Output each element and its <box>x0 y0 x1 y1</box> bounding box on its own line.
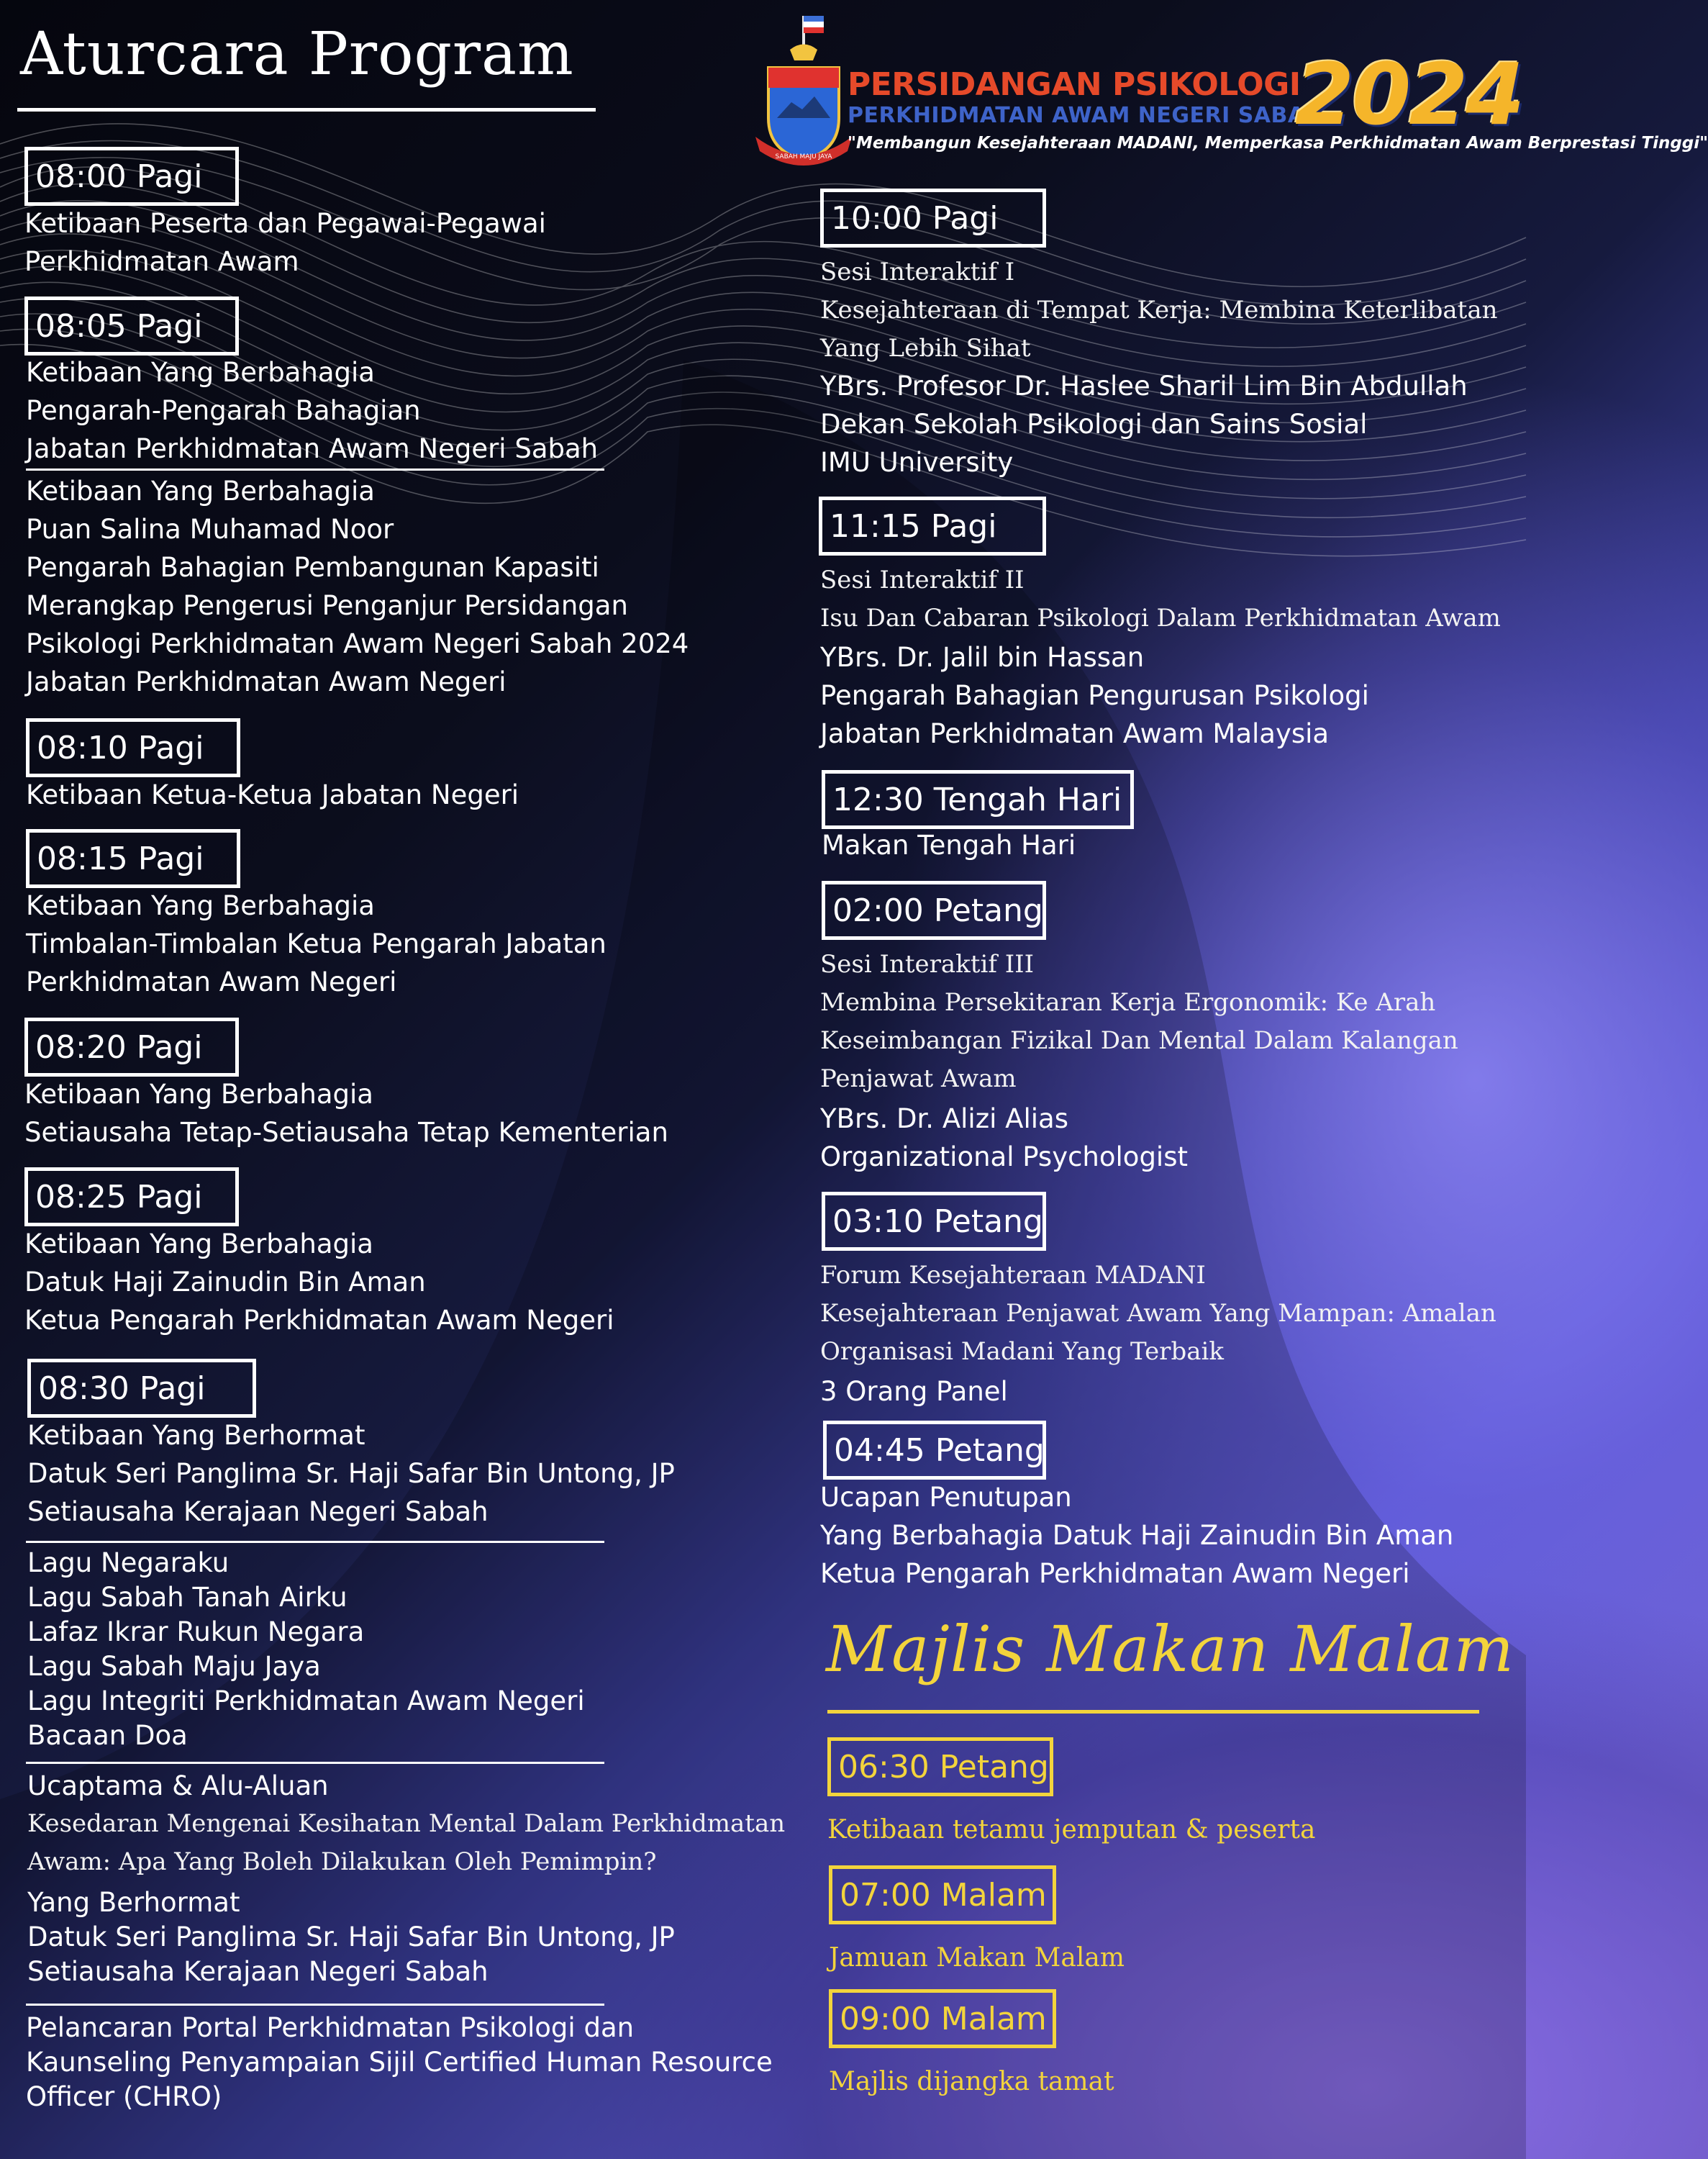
item-line: Datuk Seri Panglima Sr. Haji Safar Bin Untong, JP <box>27 1922 675 1952</box>
item-line: Lagu Integriti Perkhidmatan Awam Negeri <box>27 1685 585 1716</box>
item-line: Lagu Sabah Tanah Airku <box>27 1582 347 1613</box>
item-line: Ketua Pengarah Perkhidmatan Awam Negeri <box>24 1305 614 1336</box>
session-topic: Membina Persekitaran Kerja Ergonomik: Ke Arah <box>820 988 1436 1017</box>
item-line: Ketibaan Peserta dan Pegawai-Pegawai <box>24 208 546 239</box>
item-line: Setiausaha Kerajaan Negeri Sabah <box>27 1956 489 1987</box>
event-year: 2024 <box>1295 45 1523 144</box>
item-line: Perkhidmatan Awam <box>24 246 299 277</box>
item-line: Lagu Negaraku <box>27 1547 230 1578</box>
item-line: Puan Salina Muhamad Noor <box>26 514 394 545</box>
time-box: 02:00 Petang <box>822 881 1046 940</box>
item-line: Bacaan Doa <box>27 1720 188 1751</box>
speaker-line: Jabatan Perkhidmatan Awam Malaysia <box>820 718 1330 749</box>
item-line: Ucapan Penutupan <box>820 1482 1072 1513</box>
keynote-heading: Ucaptama & Alu-Aluan <box>27 1770 329 1801</box>
item-line: Ketibaan Yang Berbahagia <box>26 357 375 388</box>
dinner-underline <box>827 1710 1479 1714</box>
dinner-item-desc: Ketibaan tetamu jemputan & peserta <box>827 1815 1316 1845</box>
item-line: Setiausaha Kerajaan Negeri Sabah <box>27 1496 489 1527</box>
item-line: Timbalan-Timbalan Ketua Pengarah Jabatan <box>26 928 607 959</box>
time-box: 08:10 Pagi <box>26 718 240 777</box>
tagline: "Membangun Kesejahteraan MADANI, Memperkasa Perkhidmatan Awam Berprestasi Tinggi" <box>848 134 1708 153</box>
item-line: Ketibaan Yang Berbahagia <box>26 890 375 921</box>
session-topic: Sesi Interaktif III <box>820 950 1035 979</box>
session-topic: Penjawat Awam <box>820 1064 1017 1093</box>
divider <box>26 1762 604 1764</box>
time-box: 04:45 Petang <box>823 1421 1046 1480</box>
time-box: 03:10 Petang <box>822 1192 1046 1251</box>
speaker-line: Organizational Psychologist <box>820 1141 1188 1172</box>
item-line: Datuk Haji Zainudin Bin Aman <box>24 1267 426 1298</box>
crest-motto: SABAH MAJU JAYA <box>775 153 832 160</box>
speaker-line: Pengarah Bahagian Pengurusan Psikologi <box>820 680 1369 711</box>
session-topic: Organisasi Madani Yang Terbaik <box>820 1337 1224 1366</box>
item-line: Ketibaan Yang Berbahagia <box>24 1079 373 1110</box>
dinner-item-desc: Majlis dijangka tamat <box>829 2067 1114 2096</box>
session-topic: Yang Lebih Sihat <box>820 334 1031 363</box>
item-line: Lafaz Ikrar Rukun Negara <box>27 1616 365 1647</box>
dinner-item-desc: Jamuan Makan Malam <box>829 1943 1125 1973</box>
item-line: Psikologi Perkhidmatan Awam Negeri Sabah 2024 <box>26 628 689 659</box>
item-line: Ketibaan Yang Berbahagia <box>26 476 375 507</box>
speaker-line: YBrs. Dr. Jalil bin Hassan <box>820 642 1145 673</box>
item-line: Yang Berbahagia Datuk Haji Zainudin Bin Aman <box>820 1520 1454 1551</box>
item-line: Pelancaran Portal Perkhidmatan Psikologi dan <box>26 2012 635 2043</box>
item-line: Jabatan Perkhidmatan Awam Negeri Sabah <box>26 433 599 464</box>
session-topic: Kesejahteraan Penjawat Awam Yang Mampan: Amalan <box>820 1299 1496 1328</box>
divider <box>26 2004 604 2006</box>
time-box: 08:30 Pagi <box>27 1359 256 1418</box>
time-box: 11:15 Pagi <box>819 497 1046 556</box>
divider <box>26 1541 604 1543</box>
time-box: 10:00 Pagi <box>820 189 1046 248</box>
item-line: Perkhidmatan Awam Negeri <box>26 967 397 997</box>
item-line: Setiausaha Tetap-Setiausaha Tetap Kementerian <box>24 1117 668 1148</box>
item-line: Makan Tengah Hari <box>822 830 1076 861</box>
org-name-line1: PERSIDANGAN PSIKOLOGI <box>848 66 1301 103</box>
session-topic: Kesejahteraan di Tempat Kerja: Membina Keterlibatan <box>820 296 1498 325</box>
session-topic: Sesi Interaktif II <box>820 566 1025 594</box>
time-box: 08:00 Pagi <box>24 147 239 206</box>
item-line: Datuk Seri Panglima Sr. Haji Safar Bin Untong, JP <box>27 1458 675 1489</box>
time-box: 12:30 Tengah Hari <box>822 770 1134 829</box>
time-box: 08:15 Pagi <box>26 829 240 888</box>
item-line: Ketibaan Ketua-Ketua Jabatan Negeri <box>26 779 519 810</box>
item-line: Pengarah Bahagian Pembangunan Kapasiti <box>26 552 599 583</box>
keynote-topic: Kesedaran Mengenai Kesihatan Mental Dalam Perkhidmatan <box>27 1809 786 1838</box>
divider <box>26 469 604 471</box>
time-box: 08:25 Pagi <box>24 1167 239 1226</box>
time-box: 08:20 Pagi <box>24 1018 239 1077</box>
item-line: Ketibaan Yang Berhormat <box>27 1420 365 1451</box>
time-box: 08:05 Pagi <box>24 297 239 356</box>
speaker-line: IMU University <box>820 447 1014 478</box>
dinner-time-box: 09:00 Malam <box>829 1989 1056 2048</box>
item-line: Officer (CHRO) <box>26 2081 222 2112</box>
item-line: Lagu Sabah Maju Jaya <box>27 1651 321 1682</box>
session-topic: Isu Dan Cabaran Psikologi Dalam Perkhidmatan Awam <box>820 604 1501 633</box>
item-line: Pengarah-Pengarah Bahagian <box>26 395 421 426</box>
dinner-title: Majlis Makan Malam <box>826 1612 1514 1686</box>
item-line: Ketibaan Yang Berbahagia <box>24 1228 373 1259</box>
item-line: Yang Berhormat <box>27 1887 240 1918</box>
item-line: Kaunseling Penyampaian Sijil Certified Human Resource <box>26 2047 773 2078</box>
session-topic: Sesi Interaktif I <box>820 258 1015 286</box>
page-title: Aturcara Program <box>20 20 574 89</box>
session-topic: Forum Kesejahteraan MADANI <box>820 1261 1206 1290</box>
item-line: Jabatan Perkhidmatan Awam Negeri <box>26 666 507 697</box>
speaker-line: 3 Orang Panel <box>820 1376 1008 1407</box>
org-name-line2: PERKHIDMATAN AWAM NEGERI SABAH <box>848 103 1324 128</box>
title-underline <box>17 108 596 112</box>
dinner-time-box: 07:00 Malam <box>829 1865 1056 1924</box>
speaker-line: YBrs. Dr. Alizi Alias <box>820 1103 1068 1134</box>
item-line: Ketua Pengarah Perkhidmatan Awam Negeri <box>820 1558 1410 1589</box>
keynote-topic: Awam: Apa Yang Boleh Dilakukan Oleh Pemimpin? <box>27 1847 657 1876</box>
speaker-line: YBrs. Profesor Dr. Haslee Sharil Lim Bin Abdullah <box>820 371 1468 402</box>
speaker-line: Dekan Sekolah Psikologi dan Sains Sosial <box>820 409 1368 440</box>
item-line: Merangkap Pengerusi Penganjur Persidangan <box>26 590 628 621</box>
session-topic: Keseimbangan Fizikal Dan Mental Dalam Kalangan <box>820 1026 1458 1055</box>
dinner-time-box: 06:30 Petang <box>827 1737 1053 1796</box>
